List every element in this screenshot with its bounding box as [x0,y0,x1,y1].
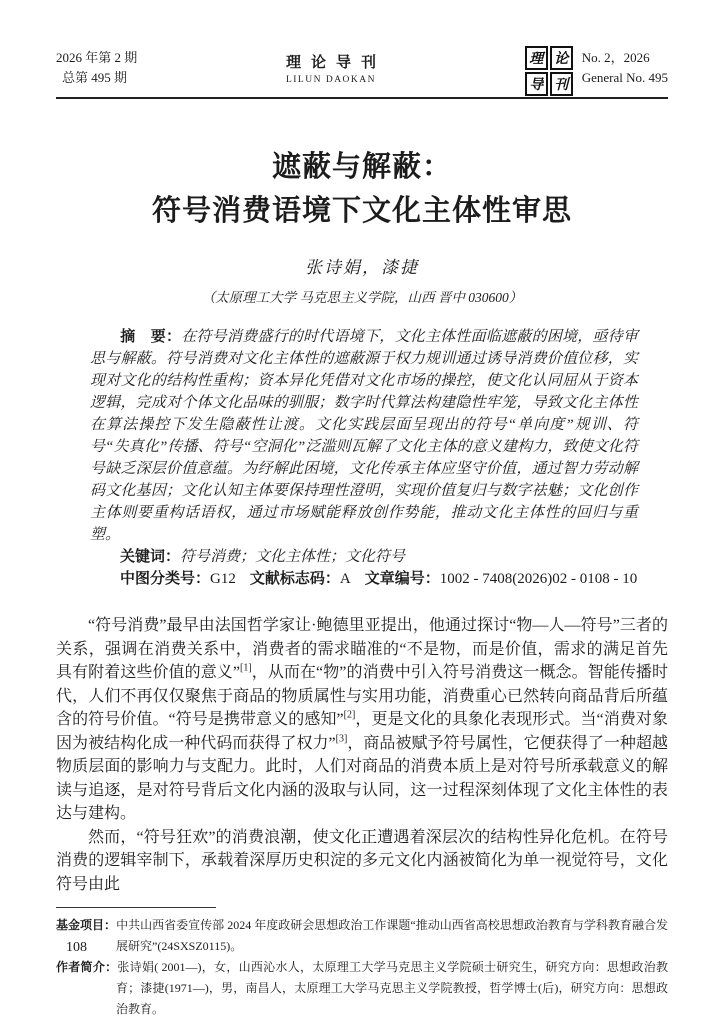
issue-info-en-text [582,48,668,88]
body-paragraph: “符号消费”最早由法国哲学家让·鲍德里亚提出，他通过探讨“物—人—符号”三者的关系，强调在消费关系中，消费者的需求瞄准的“不是物，而是价值，需求的满足首先具有附着这些价值的意义”[1]，从而在“物”的消费中引入符号消费这一概念。智能传播时代，人们不再仅仅聚焦于商品的物质属性与实用功能，消费重心已然转向商品背后所蕴含的符号价值。“符号是携带意义的感知”[2]，更是文化的具象化表现形式。当“消费对象因为被结构化成一种代码而获得了权力”[3]，商品被赋予符号属性，它便获得了一种超越物质层面的影响力与支配力。此时，人们对商品的消费本质上是对符号所承载意义的解读与追逐，是对符号背后文化内涵的汲取与认同，这一过程深刻体现了文化主体性的表达与建构。 [56,617,668,822]
article-title-line1: 遮蔽与解蔽： [271,151,452,183]
article-id: 文章编号：1002 - 7408(2026)02 - 0108 - 10 [364,571,638,587]
abstract-block [90,326,638,590]
journal-header [56,46,668,93]
general-number-en: General No. 495 [581,70,668,85]
author-bio-note [56,957,668,1018]
author-names: 张诗娟，漆捷 [305,258,419,277]
seal-char: 理 [525,46,548,70]
journal-seal-icon [525,46,573,93]
funding-note-text: 中共山西省委宣传部 2024 年度政研会思想政治工作课题“推动山西省高校思想政治教育与学科教育融合发展研究”(24SXSZ0115)。 [116,918,668,953]
funding-note-label: 基金项目： [56,918,117,932]
footnote-divider [56,907,216,908]
author-affiliation: （太原理工大学 马克思主义学院，山西 晋中 030600） [201,290,523,305]
body-paragraph: 然而，“符号狂欢”的消费浪潮，使文化正遭遇着深层次的结构性异化危机。在符号消费的逻辑宰制下，承载着深厚历史积淀的多元文化内涵被简化为单一视觉符号，文化符号由此 [56,828,668,893]
journal-name-pinyin: LILUN DAOKAN [285,75,376,85]
keywords-text: 符号消费；文化主体性；文化符号 [180,549,406,565]
abstract-paragraph [90,326,638,546]
issue-number-en: No. 2，2026 [581,50,650,65]
journal-masthead [276,51,386,85]
page-number: 108 [66,940,87,955]
issue-cumulative-number: 总第 495 期 [62,70,128,85]
article-body [56,614,668,896]
issue-year-number: 2026 年第 2 期 [56,50,138,65]
classification-line [90,568,638,590]
keywords-line [90,546,638,568]
seal-char: 导 [525,72,548,96]
issue-info-cn [56,48,137,88]
journal-name: 理论导刊 [285,55,386,71]
abstract-text: 在符号消费盛行的时代语境下，文化主体性面临遮蔽的困境，亟待审思与解蔽。符号消费对文化主体性的遮蔽源于权力规训通过诱导消费价值位移，实现对文化的结构性重构；资本异化凭借对文化市场的操控，使文化认同屈从于资本逻辑，完成对个体文化品味的驯服；数字时代算法构建隐性牢笼，导致文化主体性在算法操控下发生隐蔽性让渡。文化实践层面呈现出的符号“单向度”规训、符号“失真化”传播、符号“空洞化”泛滥则瓦解了文化主体的意义建构力，致使文化符号缺乏深层价值意蕴。为纾解此困境，文化传承主体应坚守价值，通过智力劳动解码文化基因；文化认知主体要保持理性澄明，实现价值复归与数字祛魅；文化创作主体则要重构话语权，通过市场赋能释放创作势能，推动文化主体性的回归与重塑。 [90,329,638,543]
author-bio-text: 张诗娟( 2001—)，女，山西沁水人，太原理工大学马克思主义学院硕士研究生，研究方向：思想政治教育；漆捷(1971—)，男，南昌人，太原理工大学马克思主义学院教授，哲学博士(后)，研究方向：思想政治教育。 [116,960,668,1016]
funding-note [56,915,668,957]
seal-char: 论 [550,46,573,70]
article-title [56,145,668,233]
footnotes [56,915,668,1018]
document-code: 文献标志码：A [249,571,351,587]
keywords-label: 关键词： [120,549,181,565]
header-divider [56,97,668,99]
author-bio-label: 作者简介： [56,960,118,974]
clc-number: 中图分类号：G12 [120,571,236,587]
issue-info-en [525,46,668,93]
article-title-line2: 符号消费语境下文化主体性审思 [151,195,572,227]
abstract-label: 摘 要： [120,329,182,345]
seal-char: 刊 [550,72,573,96]
